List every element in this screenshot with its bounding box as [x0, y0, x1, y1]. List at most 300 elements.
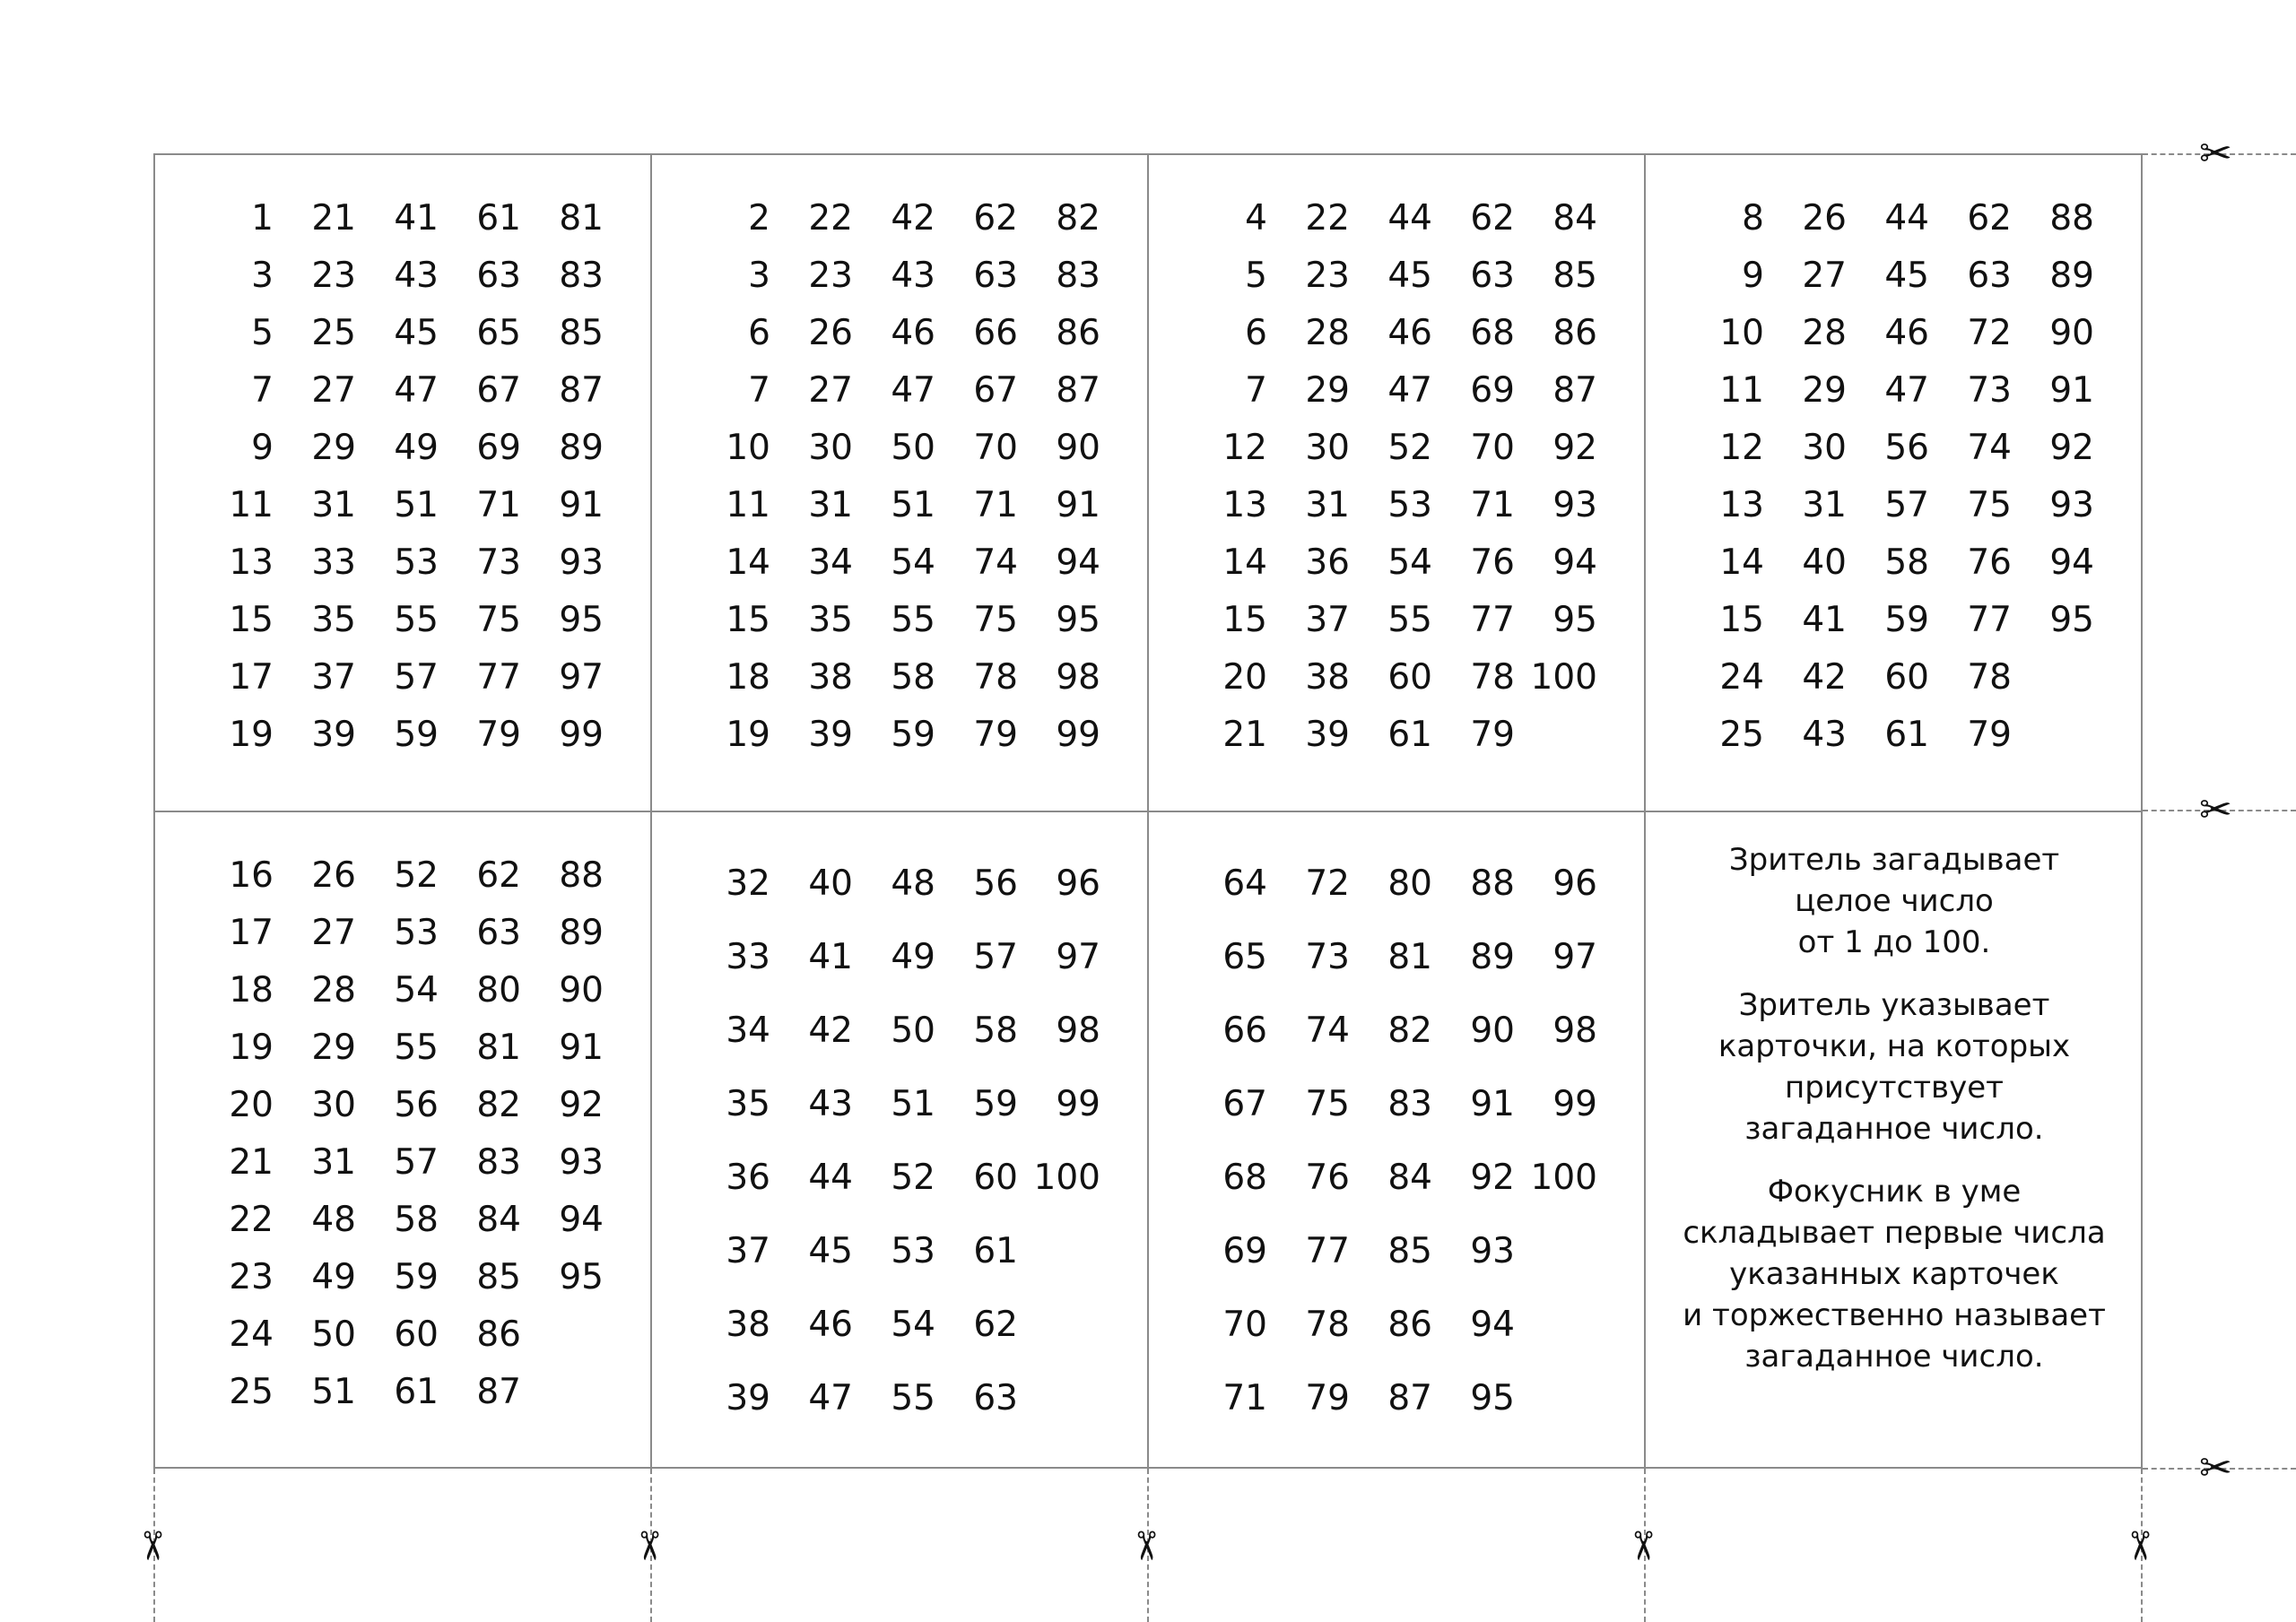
- number-cell: 75: [973, 599, 1018, 640]
- number-cell: 87: [1387, 1377, 1432, 1418]
- number-cell: 57: [394, 656, 439, 698]
- number-cell: 93: [1470, 1230, 1515, 1271]
- number-cell: 26: [311, 854, 356, 896]
- number-cell: 78: [1967, 656, 2012, 698]
- scissors-icon: ✂: [625, 1529, 672, 1563]
- number-cell: 12: [1222, 427, 1267, 468]
- number-cell: [1515, 1214, 1597, 1288]
- number-cell: 43: [808, 1083, 853, 1124]
- card-64-numbers: [1185, 846, 1597, 1435]
- number-cell: 53: [891, 1230, 935, 1271]
- number-cell: 88: [559, 854, 604, 896]
- number-cell: 56: [1884, 427, 1929, 468]
- number-row: [191, 476, 604, 533]
- number-cell: 26: [808, 312, 853, 353]
- number-cell: 51: [891, 484, 935, 525]
- number-cell: 13: [1719, 484, 1764, 525]
- card-2-numbers: [688, 189, 1100, 763]
- number-cell: 99: [559, 714, 604, 755]
- number-cell: 30: [1802, 427, 1847, 468]
- number-cell: 67: [973, 369, 1018, 411]
- number-cell: 18: [726, 656, 770, 698]
- number-cell: 38: [808, 656, 853, 698]
- number-cell: 88: [1470, 863, 1515, 904]
- number-cell: 70: [1470, 427, 1515, 468]
- number-cell: 69: [1222, 1230, 1267, 1271]
- number-cell: 55: [394, 599, 439, 640]
- number-cell: [521, 1305, 604, 1363]
- scissors-icon: ✂: [2199, 787, 2232, 833]
- number-cell: 24: [229, 1314, 274, 1355]
- number-cell: 46: [808, 1304, 853, 1345]
- number-cell: 59: [394, 714, 439, 755]
- number-cell: 14: [1719, 542, 1764, 583]
- number-row: [1185, 304, 1597, 361]
- number-cell: 92: [559, 1084, 604, 1125]
- number-cell: 14: [726, 542, 770, 583]
- number-cell: 61: [973, 1230, 1018, 1271]
- number-cell: 83: [1056, 255, 1100, 296]
- number-cell: [2012, 706, 2094, 763]
- number-cell: 25: [229, 1371, 274, 1412]
- number-row: [191, 846, 604, 904]
- number-cell: 40: [808, 863, 853, 904]
- number-cell: 55: [891, 1377, 935, 1418]
- number-cell: 55: [891, 599, 935, 640]
- number-cell: 51: [394, 484, 439, 525]
- number-cell: 60: [973, 1157, 1018, 1198]
- number-row: [1185, 1288, 1597, 1361]
- number-row: [1682, 533, 2094, 591]
- number-cell: 37: [311, 656, 356, 698]
- number-cell: 32: [726, 863, 770, 904]
- number-cell: 2: [748, 197, 770, 239]
- number-cell: 36: [726, 1157, 770, 1198]
- number-cell: 84: [476, 1199, 521, 1240]
- number-card-16: [155, 812, 652, 1470]
- number-row: [191, 533, 604, 591]
- number-cell: 21: [229, 1141, 274, 1183]
- card-4-numbers: [1185, 189, 1597, 763]
- number-cell: 34: [808, 542, 853, 583]
- number-cell: 90: [559, 969, 604, 1010]
- number-cell: 95: [2049, 599, 2094, 640]
- number-cell: 17: [229, 912, 274, 953]
- number-cell: [1515, 1361, 1597, 1435]
- number-cell: 81: [1387, 936, 1432, 977]
- number-cell: 11: [726, 484, 770, 525]
- number-row: [1185, 591, 1597, 648]
- number-cell: 79: [1305, 1377, 1350, 1418]
- instructions-card: [1646, 812, 2143, 1470]
- number-cell: 16: [229, 854, 274, 896]
- number-cell: 29: [1802, 369, 1847, 411]
- number-cell: 88: [2049, 197, 2094, 239]
- number-cell: 50: [891, 1010, 935, 1051]
- number-cell: [2012, 648, 2094, 706]
- number-row: [191, 1019, 604, 1076]
- number-row: [1185, 361, 1597, 419]
- number-cell: 9: [251, 427, 274, 468]
- number-cell: 23: [1305, 255, 1350, 296]
- number-cell: 15: [229, 599, 274, 640]
- number-row: [1185, 1141, 1597, 1214]
- number-cell: 79: [476, 714, 521, 755]
- number-cell: 50: [891, 427, 935, 468]
- number-cell: 94: [559, 1199, 604, 1240]
- number-cell: 65: [476, 312, 521, 353]
- number-cell: 96: [1056, 863, 1100, 904]
- number-cell: 84: [1552, 197, 1597, 239]
- number-cell: 28: [311, 969, 356, 1010]
- number-cell: 51: [311, 1371, 356, 1412]
- number-cell: 38: [1305, 656, 1350, 698]
- number-cell: 69: [476, 427, 521, 468]
- number-cell: 22: [808, 197, 853, 239]
- number-cell: 15: [1719, 599, 1764, 640]
- number-cell: 99: [1552, 1083, 1597, 1124]
- number-card-64: [1149, 812, 1646, 1470]
- number-cell: 69: [1470, 369, 1515, 411]
- card-1-numbers: [191, 189, 604, 763]
- number-cell: 75: [1967, 484, 2012, 525]
- number-cell: 20: [1222, 656, 1267, 698]
- number-cell: 59: [394, 1256, 439, 1297]
- number-cell: 14: [1222, 542, 1267, 583]
- number-cell: 57: [394, 1141, 439, 1183]
- number-cell: 38: [726, 1304, 770, 1345]
- number-cell: 3: [748, 255, 770, 296]
- number-cell: 29: [311, 1027, 356, 1068]
- number-cell: 44: [1387, 197, 1432, 239]
- number-cell: 61: [1387, 714, 1432, 755]
- number-cell: 60: [1387, 656, 1432, 698]
- number-cell: 27: [311, 912, 356, 953]
- number-cell: 49: [394, 427, 439, 468]
- number-cell: 56: [973, 863, 1018, 904]
- number-cell: 64: [1222, 863, 1267, 904]
- number-cell: 98: [1552, 1010, 1597, 1051]
- number-row: [191, 648, 604, 706]
- number-cell: 62: [1967, 197, 2012, 239]
- number-cell: 13: [1222, 484, 1267, 525]
- number-cell: 95: [559, 599, 604, 640]
- number-row: [191, 247, 604, 304]
- number-row: [1185, 648, 1597, 706]
- number-cell: 68: [1470, 312, 1515, 353]
- number-cell: 85: [1552, 255, 1597, 296]
- scissors-icon: ✂: [1122, 1529, 1169, 1563]
- number-cell: 44: [808, 1157, 853, 1198]
- number-cell: 100: [1530, 656, 1597, 698]
- number-row: [688, 920, 1100, 993]
- scissors-icon: ✂: [128, 1529, 175, 1563]
- number-cell: 17: [229, 656, 274, 698]
- number-cell: 71: [1222, 1377, 1267, 1418]
- number-cell: 67: [1222, 1083, 1267, 1124]
- number-cell: 97: [1056, 936, 1100, 977]
- number-cell: 37: [1305, 599, 1350, 640]
- number-cell: [1018, 1288, 1100, 1361]
- number-cell: 12: [1719, 427, 1764, 468]
- number-cell: 86: [1387, 1304, 1432, 1345]
- number-row: [1682, 247, 2094, 304]
- number-cell: 6: [748, 312, 770, 353]
- number-cell: [521, 1363, 604, 1420]
- number-cell: 62: [973, 197, 1018, 239]
- number-cell: [1515, 1288, 1597, 1361]
- number-cell: 66: [1222, 1010, 1267, 1051]
- number-cell: 47: [808, 1377, 853, 1418]
- number-cell: 53: [1387, 484, 1432, 525]
- number-row: [191, 961, 604, 1019]
- number-cell: 85: [1387, 1230, 1432, 1271]
- number-cell: 18: [229, 969, 274, 1010]
- number-cell: 66: [973, 312, 1018, 353]
- number-row: [191, 1076, 604, 1133]
- number-cell: 45: [1884, 255, 1929, 296]
- number-cell: 45: [808, 1230, 853, 1271]
- scissors-icon: ✂: [2199, 1445, 2232, 1491]
- number-cell: 9: [1742, 255, 1764, 296]
- number-cell: 44: [1884, 197, 1929, 239]
- number-cell: 63: [973, 1377, 1018, 1418]
- number-cell: 11: [229, 484, 274, 525]
- number-cell: 77: [1305, 1230, 1350, 1271]
- number-cell: 52: [891, 1157, 935, 1198]
- number-cell: 19: [726, 714, 770, 755]
- number-row: [1682, 476, 2094, 533]
- number-cell: 46: [891, 312, 935, 353]
- number-cell: 23: [311, 255, 356, 296]
- number-cell: 95: [1056, 599, 1100, 640]
- number-cell: 89: [1470, 936, 1515, 977]
- number-row: [688, 419, 1100, 476]
- number-cell: 28: [1802, 312, 1847, 353]
- number-cell: 90: [2049, 312, 2094, 353]
- number-cell: 72: [1967, 312, 2012, 353]
- number-cell: 71: [973, 484, 1018, 525]
- number-cell: 61: [476, 197, 521, 239]
- number-cell: 33: [311, 542, 356, 583]
- number-cell: 97: [1552, 936, 1597, 977]
- number-cell: 42: [808, 1010, 853, 1051]
- number-cell: 7: [251, 369, 274, 411]
- number-cell: 98: [1056, 656, 1100, 698]
- number-cell: 72: [1305, 863, 1350, 904]
- number-cell: 77: [476, 656, 521, 698]
- number-cell: 86: [1056, 312, 1100, 353]
- number-cell: 94: [1056, 542, 1100, 583]
- number-cell: 70: [973, 427, 1018, 468]
- number-cell: 6: [1245, 312, 1267, 353]
- number-cell: 48: [891, 863, 935, 904]
- number-cell: 59: [973, 1083, 1018, 1124]
- number-cell: 62: [973, 1304, 1018, 1345]
- number-row: [1682, 419, 2094, 476]
- number-row: [1185, 533, 1597, 591]
- number-cell: 73: [1967, 369, 2012, 411]
- number-cell: 74: [1305, 1010, 1350, 1051]
- number-cell: 92: [2049, 427, 2094, 468]
- number-cell: 90: [1056, 427, 1100, 468]
- number-cell: 46: [1884, 312, 1929, 353]
- number-cell: 54: [891, 1304, 935, 1345]
- number-row: [688, 591, 1100, 648]
- number-cell: 73: [476, 542, 521, 583]
- number-row: [688, 1067, 1100, 1141]
- number-cell: 68: [1222, 1157, 1267, 1198]
- number-cell: 95: [559, 1256, 604, 1297]
- number-cell: 23: [808, 255, 853, 296]
- number-cell: 82: [1387, 1010, 1432, 1051]
- number-cell: 3: [251, 255, 274, 296]
- number-cell: 45: [394, 312, 439, 353]
- number-cell: 77: [1470, 599, 1515, 640]
- number-cell: 86: [1552, 312, 1597, 353]
- number-row: [1682, 591, 2094, 648]
- number-cell: 90: [1470, 1010, 1515, 1051]
- number-row: [1682, 706, 2094, 763]
- number-cell: 52: [394, 854, 439, 896]
- number-cell: 82: [1056, 197, 1100, 239]
- number-cell: 89: [559, 427, 604, 468]
- number-row: [1185, 846, 1597, 920]
- instructions-text: [1664, 839, 2125, 1399]
- number-row: [1185, 706, 1597, 763]
- number-cell: 31: [1305, 484, 1350, 525]
- number-cell: 80: [1387, 863, 1432, 904]
- number-cell: 42: [891, 197, 935, 239]
- number-cell: 60: [1884, 656, 1929, 698]
- number-row: [1682, 304, 2094, 361]
- number-cell: 100: [1530, 1157, 1597, 1198]
- number-cell: 79: [1967, 714, 2012, 755]
- number-cell: 58: [891, 656, 935, 698]
- number-cell: 51: [891, 1083, 935, 1124]
- number-cell: 78: [973, 656, 1018, 698]
- number-cell: 87: [1552, 369, 1597, 411]
- number-cell: 63: [476, 255, 521, 296]
- number-cell: 49: [311, 1256, 356, 1297]
- number-cell: 93: [2049, 484, 2094, 525]
- number-cell: 27: [808, 369, 853, 411]
- card-32-numbers: [688, 846, 1100, 1435]
- number-cell: 31: [311, 484, 356, 525]
- number-row: [1185, 247, 1597, 304]
- number-cell: 36: [1305, 542, 1350, 583]
- number-cell: 5: [251, 312, 274, 353]
- number-cell: 43: [891, 255, 935, 296]
- number-cell: 74: [1967, 427, 2012, 468]
- number-cell: 87: [559, 369, 604, 411]
- number-row: [1682, 648, 2094, 706]
- number-card-8: [1646, 155, 2143, 812]
- number-cell: 57: [1884, 484, 1929, 525]
- number-cell: 79: [1470, 714, 1515, 755]
- number-cell: 60: [394, 1314, 439, 1355]
- scissors-icon: ✂: [1619, 1529, 1665, 1563]
- number-cell: 91: [559, 1027, 604, 1068]
- number-cell: 30: [311, 1084, 356, 1125]
- number-cell: 11: [1719, 369, 1764, 411]
- instruction-paragraph: Зритель указывает карточки, на которых присутствует загаданное число.: [1718, 987, 2071, 1147]
- number-cell: 7: [748, 369, 770, 411]
- number-cell: 85: [559, 312, 604, 353]
- number-cell: 93: [559, 542, 604, 583]
- number-cell: 61: [1884, 714, 1929, 755]
- card-8-numbers: [1682, 189, 2094, 763]
- number-cell: 62: [476, 854, 521, 896]
- number-row: [688, 1288, 1100, 1361]
- number-cell: 63: [973, 255, 1018, 296]
- number-cell: 63: [1470, 255, 1515, 296]
- number-cell: 100: [1033, 1157, 1100, 1198]
- number-cell: 91: [1056, 484, 1100, 525]
- number-cell: 94: [1552, 542, 1597, 583]
- number-cell: 19: [229, 1027, 274, 1068]
- number-row: [688, 706, 1100, 763]
- number-row: [688, 533, 1100, 591]
- number-cell: 13: [229, 542, 274, 583]
- number-cell: 43: [394, 255, 439, 296]
- number-cell: 5: [1245, 255, 1267, 296]
- number-cell: 7: [1245, 369, 1267, 411]
- number-cell: 78: [1470, 656, 1515, 698]
- number-cell: 39: [808, 714, 853, 755]
- number-card-4: [1149, 155, 1646, 812]
- number-row: [1185, 920, 1597, 993]
- number-row: [191, 1133, 604, 1191]
- number-row: [688, 361, 1100, 419]
- number-row: [688, 648, 1100, 706]
- number-row: [191, 591, 604, 648]
- number-cell: 55: [1387, 599, 1432, 640]
- number-row: [1185, 1214, 1597, 1288]
- number-cell: 37: [726, 1230, 770, 1271]
- card-16-numbers: [191, 846, 604, 1420]
- number-cell: 29: [311, 427, 356, 468]
- number-cell: 21: [311, 197, 356, 239]
- number-cell: 19: [229, 714, 274, 755]
- number-cell: 31: [808, 484, 853, 525]
- number-cell: 56: [394, 1084, 439, 1125]
- scissors-icon: ✂: [2199, 131, 2232, 177]
- number-cell: 41: [808, 936, 853, 977]
- number-cell: 76: [1967, 542, 2012, 583]
- number-cell: 55: [394, 1027, 439, 1068]
- number-card-32: [652, 812, 1149, 1470]
- number-row: [1185, 189, 1597, 247]
- number-cell: 59: [1884, 599, 1929, 640]
- number-cell: 47: [394, 369, 439, 411]
- number-cell: 52: [1387, 427, 1432, 468]
- number-card-1: [155, 155, 652, 812]
- number-cell: 30: [1305, 427, 1350, 468]
- number-row: [1185, 1361, 1597, 1435]
- number-row: [191, 189, 604, 247]
- number-cell: 73: [1305, 936, 1350, 977]
- number-cell: 92: [1470, 1157, 1515, 1198]
- number-row: [191, 419, 604, 476]
- number-cell: 10: [1719, 312, 1764, 353]
- number-cell: 85: [476, 1256, 521, 1297]
- number-cell: 45: [1387, 255, 1432, 296]
- number-cell: 77: [1967, 599, 2012, 640]
- number-cell: 46: [1387, 312, 1432, 353]
- number-cell: 89: [559, 912, 604, 953]
- number-cell: 39: [311, 714, 356, 755]
